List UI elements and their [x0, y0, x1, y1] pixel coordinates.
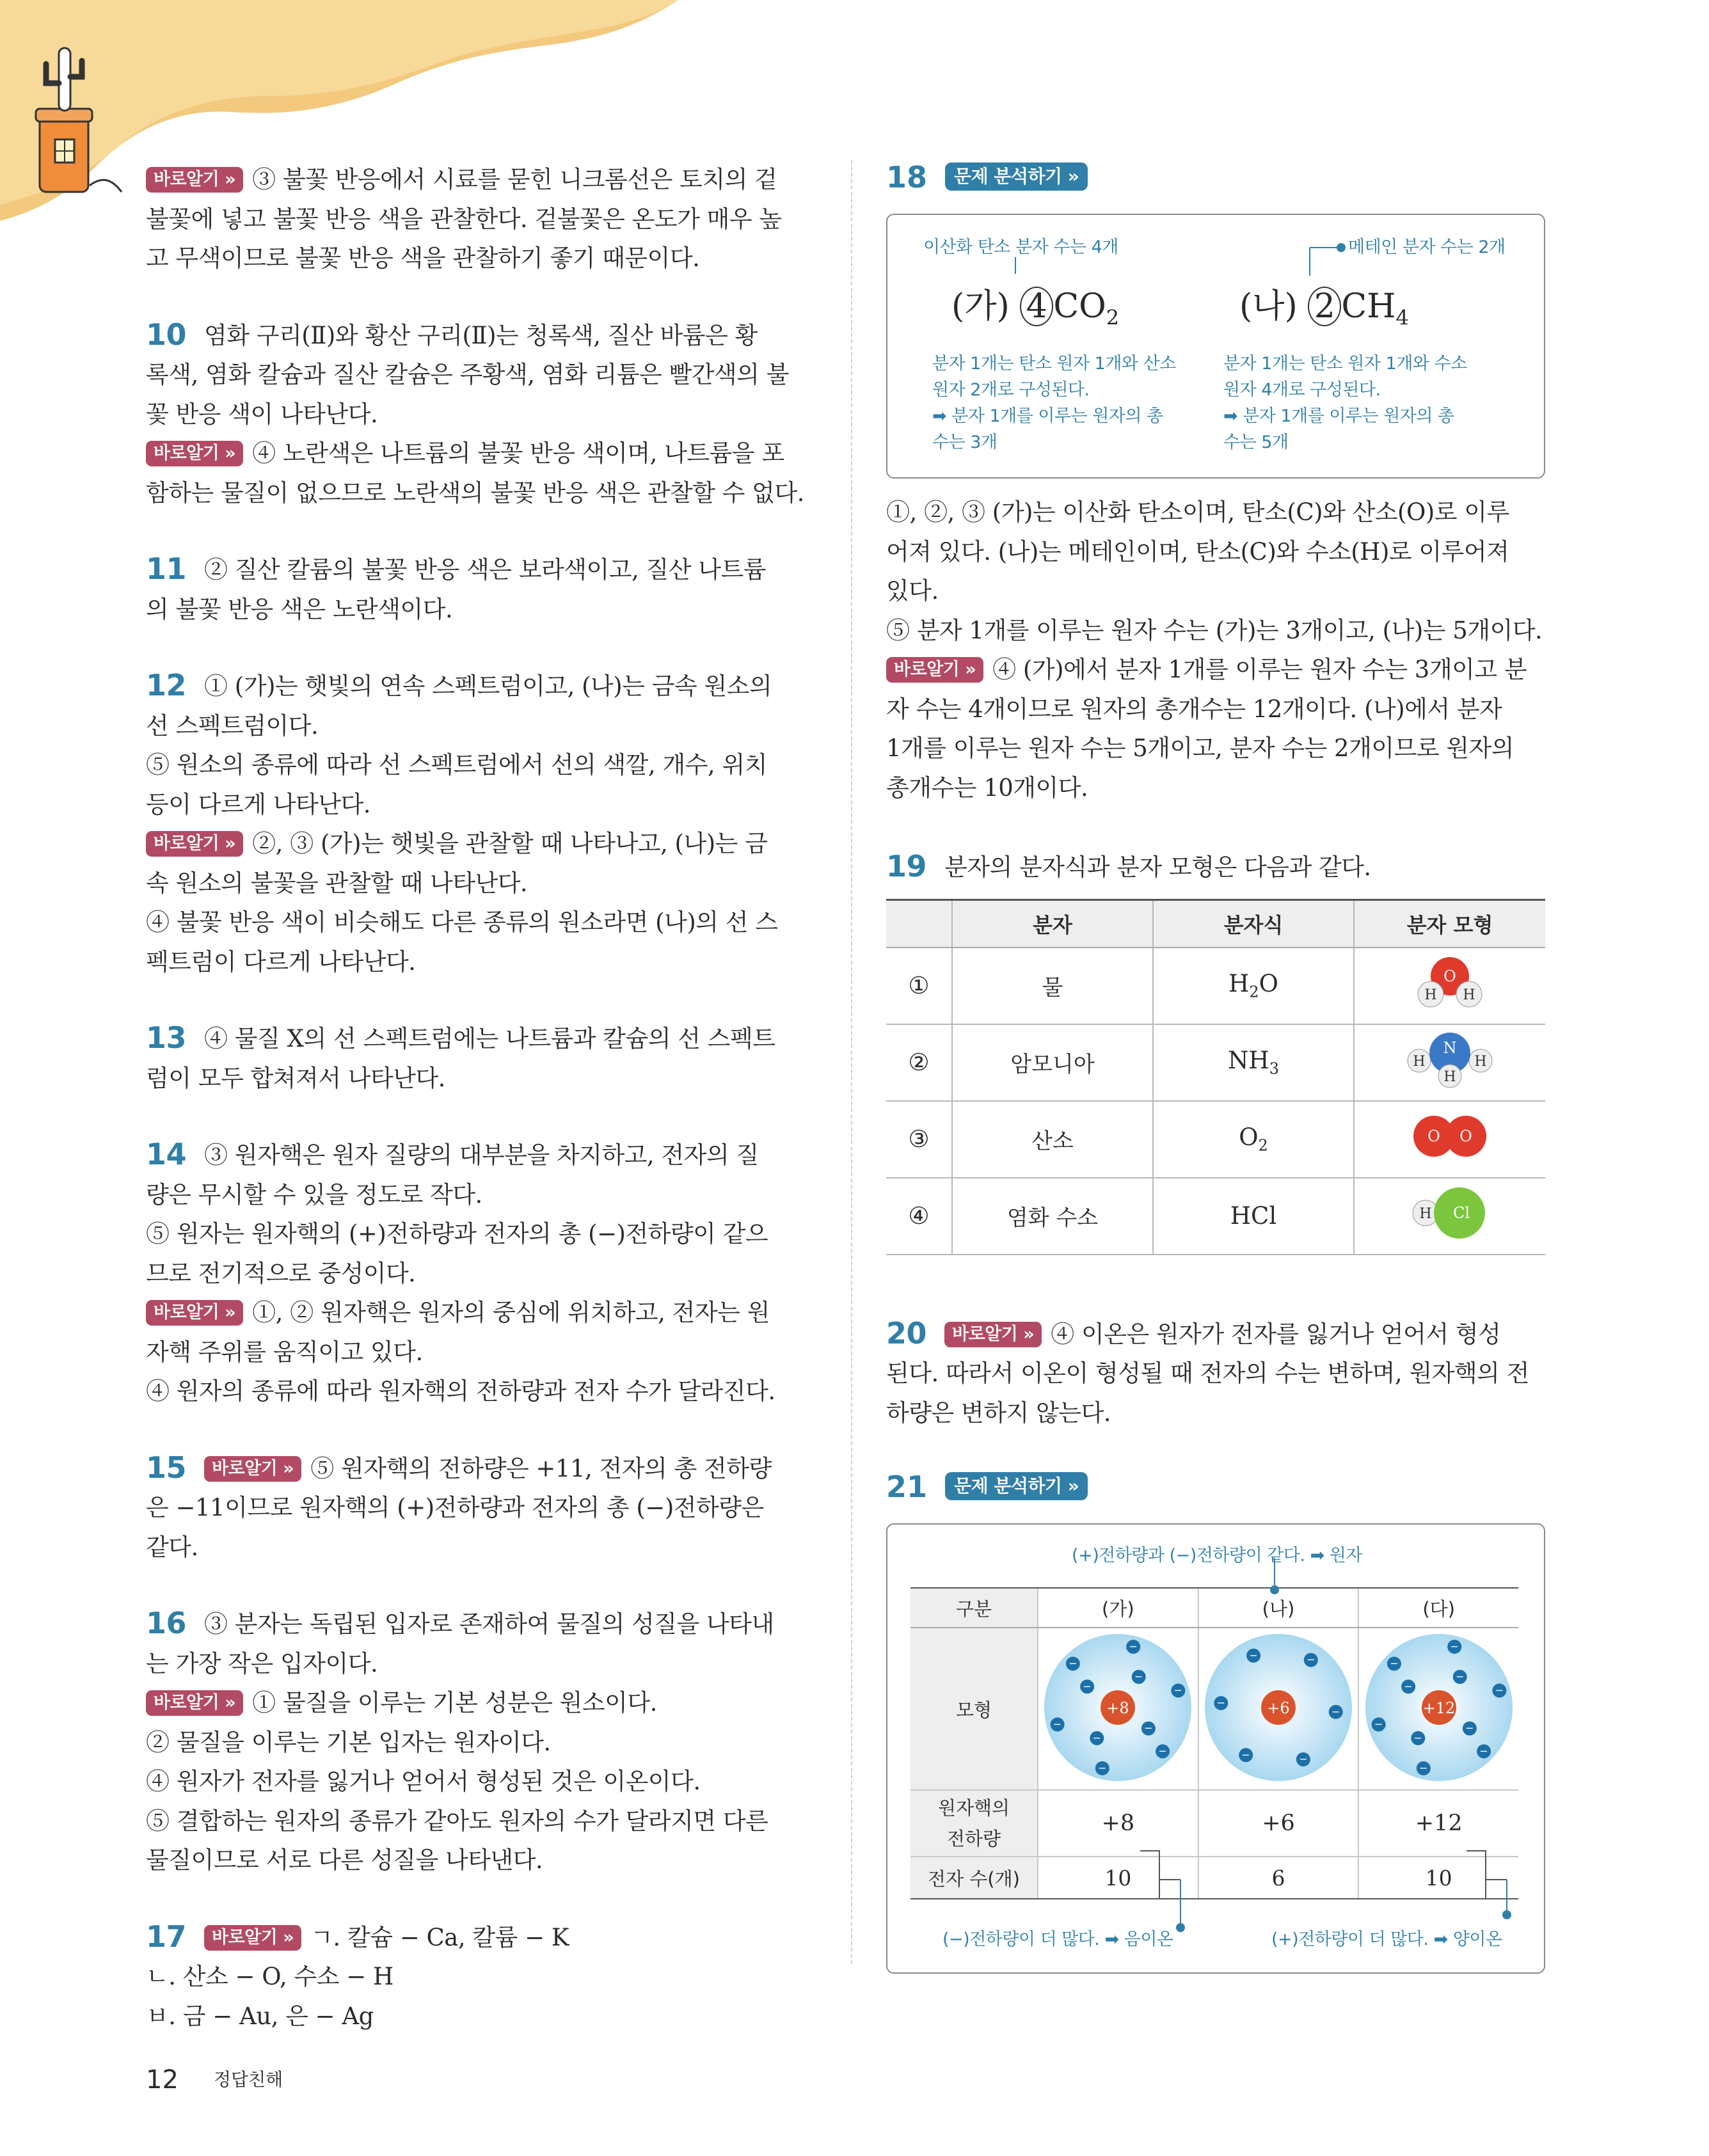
electron-sign: −	[1158, 1745, 1168, 1757]
row-number: ②	[886, 1024, 952, 1101]
question-number: 11	[146, 551, 187, 586]
electron-sign: −	[1249, 1649, 1258, 1661]
text-line: ②, ③ (가)는 햇빛을 관찰할 때 나타나고, (나)는 금	[252, 830, 768, 857]
text-line: 록색, 염화 칼슘과 질산 칼슘은 주황색, 염화 리튬은 빨간색의 불	[146, 361, 789, 388]
nucleus-charge: +8	[1106, 1699, 1130, 1717]
electron-sign: −	[1413, 1731, 1422, 1744]
electron-sign: −	[1216, 1697, 1226, 1709]
ammonia-molecule-icon	[1405, 1027, 1495, 1091]
formula-a	[951, 279, 1119, 329]
electron-sign: −	[1053, 1718, 1062, 1731]
formula-text: CO	[1053, 287, 1106, 326]
text-line: ㄴ. 산소 − O, 수소 − H	[146, 1963, 393, 1990]
nuclear-charge: +8	[1038, 1790, 1198, 1857]
text-line: ⑤ 분자 1개를 이루는 원자 수는 (가)는 3개이고, (나)는 5개이다.	[886, 616, 1543, 644]
coefficient-circle: 4	[1020, 287, 1053, 326]
row-label: 모형	[910, 1628, 1038, 1790]
text-line: ② 질산 칼륨의 불꽃 반응 색은 보라색이고, 질산 나트륨	[204, 556, 766, 583]
electron-sign: −	[1299, 1753, 1308, 1766]
molecule-model	[1354, 1178, 1545, 1255]
text-line: 등이 다르게 나타난다.	[146, 790, 370, 818]
row-label-line: 전하량	[946, 1828, 1001, 1850]
table-header: 분자식	[1153, 900, 1354, 947]
text-line: 불꽃에 넣고 불꽃 반응 색을 관찰한다. 겉불꽃은 온도가 매우 높	[146, 205, 782, 233]
formula-subscript: 2	[1249, 983, 1259, 1001]
question-number: 20	[886, 1315, 927, 1351]
formula-subscript: 3	[1269, 1059, 1279, 1078]
table-row	[886, 1101, 1545, 1178]
text-line: ④ (가)에서 분자 1개를 이루는 원자 수는 3개이고 분	[992, 656, 1527, 683]
text-line: 물질이므로 서로 다른 성질을 나타낸다.	[146, 1846, 543, 1874]
molecule-model	[1354, 1024, 1545, 1101]
text-line: ④ 원자의 종류에 따라 원자핵의 전하량과 전자 수가 달라진다.	[146, 1377, 775, 1405]
question-number: 19	[886, 849, 927, 884]
hydrogen-chloride-molecule-icon	[1405, 1181, 1495, 1245]
check-badge: 바로알기 »	[204, 1456, 301, 1482]
text-line: ④ 이온은 원자가 전자를 잃거나 얻어서 형성	[1051, 1320, 1501, 1348]
row-label: 전자 수(개)	[910, 1857, 1038, 1899]
atom-label: N	[1443, 1039, 1457, 1057]
table-header: (다)	[1358, 1588, 1518, 1628]
question-number: 10	[146, 317, 187, 352]
text-line: 량은 무시할 수 있을 정도로 작다.	[146, 1180, 482, 1209]
electron-sign: −	[1450, 1640, 1459, 1653]
bracket-lines	[887, 1525, 1546, 1972]
electron-sign: −	[1134, 1670, 1143, 1683]
electron-sign: −	[1129, 1640, 1138, 1653]
formula-text: CH	[1341, 287, 1396, 326]
electron-sign: −	[1174, 1684, 1183, 1697]
electron-sign: −	[1465, 1722, 1474, 1734]
question-17	[146, 1917, 808, 2036]
molecular-formula	[1153, 1024, 1354, 1101]
analysis-badge: 문제 분석하기 »	[945, 1472, 1088, 1500]
text-line: 의 불꽃 반응 색은 노란색이다.	[146, 595, 453, 623]
check-badge: 바로알기 »	[204, 1925, 301, 1951]
formula-text: HCl	[1230, 1202, 1277, 1230]
question-18	[886, 160, 1545, 807]
molecular-formula	[1153, 947, 1354, 1024]
note-line: 원자 2개로 구성된다.	[932, 380, 1090, 400]
atom-label: O	[1427, 1127, 1440, 1145]
row-number: ④	[886, 1178, 952, 1255]
electron-sign: −	[1098, 1762, 1107, 1774]
text-line: 펙트럼이 다르게 나타난다.	[146, 947, 416, 976]
question-21	[886, 1470, 1545, 1974]
row-number: ①	[886, 947, 952, 1024]
text-line: 므로 전기적으로 중성이다.	[146, 1259, 416, 1287]
electron-sign: −	[1144, 1722, 1153, 1734]
electron-sign: −	[1419, 1762, 1428, 1774]
question-13	[146, 1019, 808, 1098]
electron-sign: −	[1495, 1684, 1504, 1697]
text-line: ④ 물질 X의 선 스펙트럼에는 나트륨과 칼슘의 선 스펙트	[204, 1025, 775, 1052]
text-line: 속 원소의 불꽃을 관찰할 때 나타난다.	[146, 869, 528, 897]
check-badge: 바로알기 »	[886, 657, 983, 683]
column-divider	[851, 160, 852, 1964]
formula-text: NH	[1228, 1047, 1269, 1075]
table-row	[886, 1178, 1545, 1255]
electron-sign: −	[1479, 1745, 1488, 1757]
nuclear-charge: +6	[1198, 1790, 1359, 1857]
atom-label: H	[1419, 1206, 1432, 1222]
electron-sign: −	[1092, 1731, 1102, 1744]
electron-sign: −	[1389, 1657, 1399, 1670]
electron-sign: −	[1404, 1680, 1413, 1693]
table-header: (나)	[1198, 1588, 1359, 1628]
text-line: 총개수는 10개이다.	[886, 773, 1088, 802]
question-12	[146, 666, 808, 981]
right-column	[886, 160, 1545, 1974]
question-16	[146, 1604, 808, 1880]
text-line: ③ 원자핵은 원자 질량의 대부분을 차지하고, 전자의 질	[204, 1141, 759, 1169]
co2-notes	[932, 351, 1214, 456]
check-badge: 바로알기 »	[146, 1300, 243, 1326]
text-line: ①, ②, ③ (가)는 이산화 탄소이며, 탄소(C)와 산소(O)로 이루	[886, 498, 1509, 526]
electron-sign: −	[1374, 1718, 1383, 1731]
electron-sign: −	[1455, 1670, 1465, 1683]
molecule-model	[1354, 947, 1545, 1024]
electron-count: 6	[1198, 1857, 1359, 1899]
text-line: ⑤ 원자핵의 전하량은 +11, 전자의 총 전하량	[310, 1454, 772, 1482]
table-header: 구분	[910, 1588, 1038, 1628]
text-line: 1개를 이루는 원자 수는 5개이고, 분자 수는 2개이므로 원자의	[886, 734, 1514, 762]
electron-sign: −	[1307, 1653, 1316, 1666]
question-number: 12	[146, 668, 187, 702]
q21-analysis-box	[886, 1523, 1545, 1974]
atom-label: H	[1443, 1069, 1456, 1085]
question-number: 17	[146, 1919, 187, 1954]
formula-subscript: 2	[1258, 1136, 1268, 1155]
note-line: 분자 1개는 탄소 원자 1개와 산소	[932, 354, 1176, 374]
text-line: 어져 있다. (나)는 메테인이며, 탄소(C)와 수소(H)로 이루어져	[886, 537, 1509, 566]
question-14	[146, 1135, 808, 1411]
note-line: ➡ 분자 1개를 이루는 원자의 총	[1223, 406, 1454, 426]
atom-note: (+)전하량과 (−)전하량이 같다. ➡ 원자	[1072, 1546, 1362, 1565]
question-number: 14	[146, 1137, 187, 1171]
text-line: ④ 불꽃 반응 색이 비슷해도 다른 종류의 원소라면 (나)의 선 스	[146, 908, 778, 936]
question-number: 21	[886, 1470, 928, 1504]
text-line: 된다. 따라서 이온이 형성될 때 전자의 수는 변하며, 원자핵의 전	[886, 1359, 1529, 1387]
table-header: (가)	[1038, 1588, 1198, 1628]
question-15	[146, 1448, 808, 1567]
atom-label: H	[1413, 1054, 1426, 1070]
electron-sign: −	[1083, 1680, 1092, 1693]
electron-sign: −	[1241, 1748, 1250, 1761]
oxygen-molecule-icon	[1405, 1107, 1495, 1165]
formula-text: O	[1239, 1123, 1259, 1152]
text-line: ⑤ 원소의 종류에 따라 선 스펙트럼에서 선의 색깔, 개수, 위치	[146, 751, 767, 779]
table-header-row	[886, 900, 1545, 947]
text-line: ④ 원자가 전자를 잃거나 얻어서 형성된 것은 이온이다.	[146, 1768, 701, 1795]
text-line: ② 물질을 이루는 기본 입자는 원자이다.	[146, 1728, 551, 1756]
electron-sign: −	[1331, 1705, 1340, 1718]
nucleus-charge: +12	[1422, 1699, 1455, 1717]
page-label: 정답친해	[214, 2069, 283, 2090]
text-line: ③ 분자는 독립된 입자로 존재하여 물질의 성질을 나타내	[204, 1610, 774, 1638]
check-badge: 바로알기 »	[146, 441, 243, 466]
table-row	[886, 947, 1545, 1024]
molecule-table	[886, 899, 1545, 1255]
atom-label: O	[1443, 967, 1456, 985]
formula-b	[1239, 279, 1409, 329]
text-line: 함하는 물질이 없으므로 노란색의 불꽃 반응 색은 관찰할 수 없다.	[146, 479, 804, 507]
page-footer	[146, 2065, 283, 2095]
formula-subscript: 2	[1106, 305, 1120, 330]
text-line: 선 스펙트럼이다.	[146, 711, 319, 740]
atom-label: H	[1463, 987, 1475, 1003]
molecule-name: 암모니아	[952, 1024, 1153, 1101]
molecular-formula	[1153, 1178, 1354, 1255]
atom-label: H	[1474, 1054, 1487, 1070]
text-line: 자 수는 4개이므로 원자의 총개수는 12개이다. (나)에서 분자	[886, 695, 1502, 723]
text-line: ①, ② 원자핵은 원자의 중심에 위치하고, 전자는 원	[252, 1299, 770, 1326]
question-number: 15	[146, 1450, 187, 1485]
q18-analysis-box	[886, 214, 1545, 479]
text-line: 같다.	[146, 1533, 198, 1561]
molecular-formula	[1153, 1101, 1354, 1178]
molecule-model	[1354, 1101, 1545, 1178]
atom-label: O	[1459, 1127, 1472, 1145]
molecule-name: 염화 수소	[952, 1178, 1153, 1255]
table-header	[886, 900, 952, 947]
formula-subscript: 4	[1395, 305, 1409, 330]
formula-label: (나)	[1239, 287, 1298, 326]
water-molecule-icon	[1408, 952, 1491, 1013]
note-line: 분자 1개는 탄소 원자 1개와 수소	[1223, 354, 1467, 374]
table-header: 분자 모형	[1354, 900, 1545, 947]
cation-note: (+)전하량이 더 많다. ➡ 양이온	[1271, 1930, 1502, 1949]
electron-count: 10	[1038, 1857, 1198, 1899]
text-line: ③ 불꽃 반응에서 시료를 묻힌 니크롬선은 토치의 겉	[252, 166, 777, 193]
text-line: 꽃 반응 색이 나타난다.	[146, 400, 378, 428]
text-line: ① (가)는 햇빛의 연속 스펙트럼이고, (나)는 금속 원소의	[204, 672, 772, 700]
row-number: ③	[886, 1101, 952, 1178]
check-badge: 바로알기 »	[146, 831, 243, 857]
note-line: 수는 5개	[1223, 432, 1289, 452]
question-20	[886, 1314, 1545, 1433]
text-line: ④ 노란색은 나트륨의 불꽃 반응 색이며, 나트륨을 포	[252, 440, 784, 467]
atom-label: Cl	[1452, 1204, 1470, 1222]
text-line: 럼이 모두 합쳐져서 나타난다.	[146, 1064, 445, 1092]
formula-text: O	[1259, 970, 1278, 998]
note-line: ➡ 분자 1개를 이루는 원자의 총	[932, 406, 1163, 426]
question-10	[146, 315, 808, 513]
ch4-notes	[1223, 351, 1505, 456]
intro-section	[146, 160, 808, 278]
text-line: 은 −11이므로 원자핵의 (+)전하량과 전자의 총 (−)전하량은	[146, 1494, 764, 1521]
text-line: 분자의 분자식과 분자 모형은 다음과 같다.	[944, 853, 1371, 881]
coefficient-circle: 2	[1308, 287, 1341, 326]
question-number: 13	[146, 1020, 187, 1055]
text-line: 자핵 주위를 움직이고 있다.	[146, 1338, 423, 1366]
co2-count-note: 이산화 탄소 분자 수는 4개	[923, 237, 1118, 257]
note-line: 원자 4개로 구성된다.	[1223, 380, 1381, 400]
table-header: 분자	[952, 900, 1153, 947]
check-badge: 바로알기 »	[146, 167, 243, 193]
left-column	[146, 160, 808, 2036]
text-line: ⑤ 원자는 원자핵의 (+)전하량과 전자의 총 (−)전하량이 같으	[146, 1220, 768, 1248]
formula-text: H	[1228, 970, 1250, 998]
molecule-name: 산소	[952, 1101, 1153, 1178]
row-label-line: 원자핵의	[937, 1797, 1010, 1819]
text-line: ⑤ 결합하는 원자의 종류가 같아도 원자의 수가 달라지면 다른	[146, 1807, 768, 1835]
molecule-name: 물	[952, 947, 1153, 1024]
electron-count: 10	[1358, 1857, 1518, 1899]
text-line: 염화 구리(Ⅱ)와 황산 구리(Ⅱ)는 청록색, 질산 바륨은 황	[204, 321, 758, 349]
page-number: 12	[146, 2065, 179, 2095]
text-line: ㄱ. 칼슘 − Ca, 칼륨 − K	[310, 1923, 569, 1951]
question-11	[146, 550, 808, 629]
check-badge: 바로알기 »	[146, 1690, 243, 1716]
formula-label: (가)	[951, 287, 1010, 326]
text-line: ① 물질을 이루는 기본 성분은 원소이다.	[252, 1689, 657, 1716]
electron-sign: −	[1069, 1657, 1077, 1670]
text-line: ㅂ. 금 − Au, 은 − Ag	[146, 2002, 374, 2030]
nucleus-charge: +6	[1267, 1699, 1290, 1717]
question-19	[886, 847, 1545, 1255]
anion-note: (−)전하량이 더 많다. ➡ 음이온	[942, 1930, 1173, 1949]
check-badge: 바로알기 »	[944, 1322, 1042, 1347]
question-number: 16	[146, 1606, 187, 1640]
nuclear-charge: +12	[1358, 1790, 1518, 1857]
text-line: 있다.	[886, 577, 939, 605]
text-line: 고 무색이므로 불꽃 반응 색을 관찰하기 좋기 때문이다.	[146, 244, 700, 272]
question-number: 18	[886, 160, 928, 194]
text-line: 하량은 변하지 않는다.	[886, 1399, 1111, 1427]
table-row	[886, 1024, 1545, 1101]
text-line: 는 가장 작은 입자이다.	[146, 1649, 378, 1677]
atom-label: H	[1424, 987, 1437, 1003]
analysis-badge: 문제 분석하기 »	[945, 162, 1088, 191]
ch4-count-note: 메테인 분자 수는 2개	[1348, 237, 1506, 257]
note-line: 수는 3개	[932, 432, 998, 452]
